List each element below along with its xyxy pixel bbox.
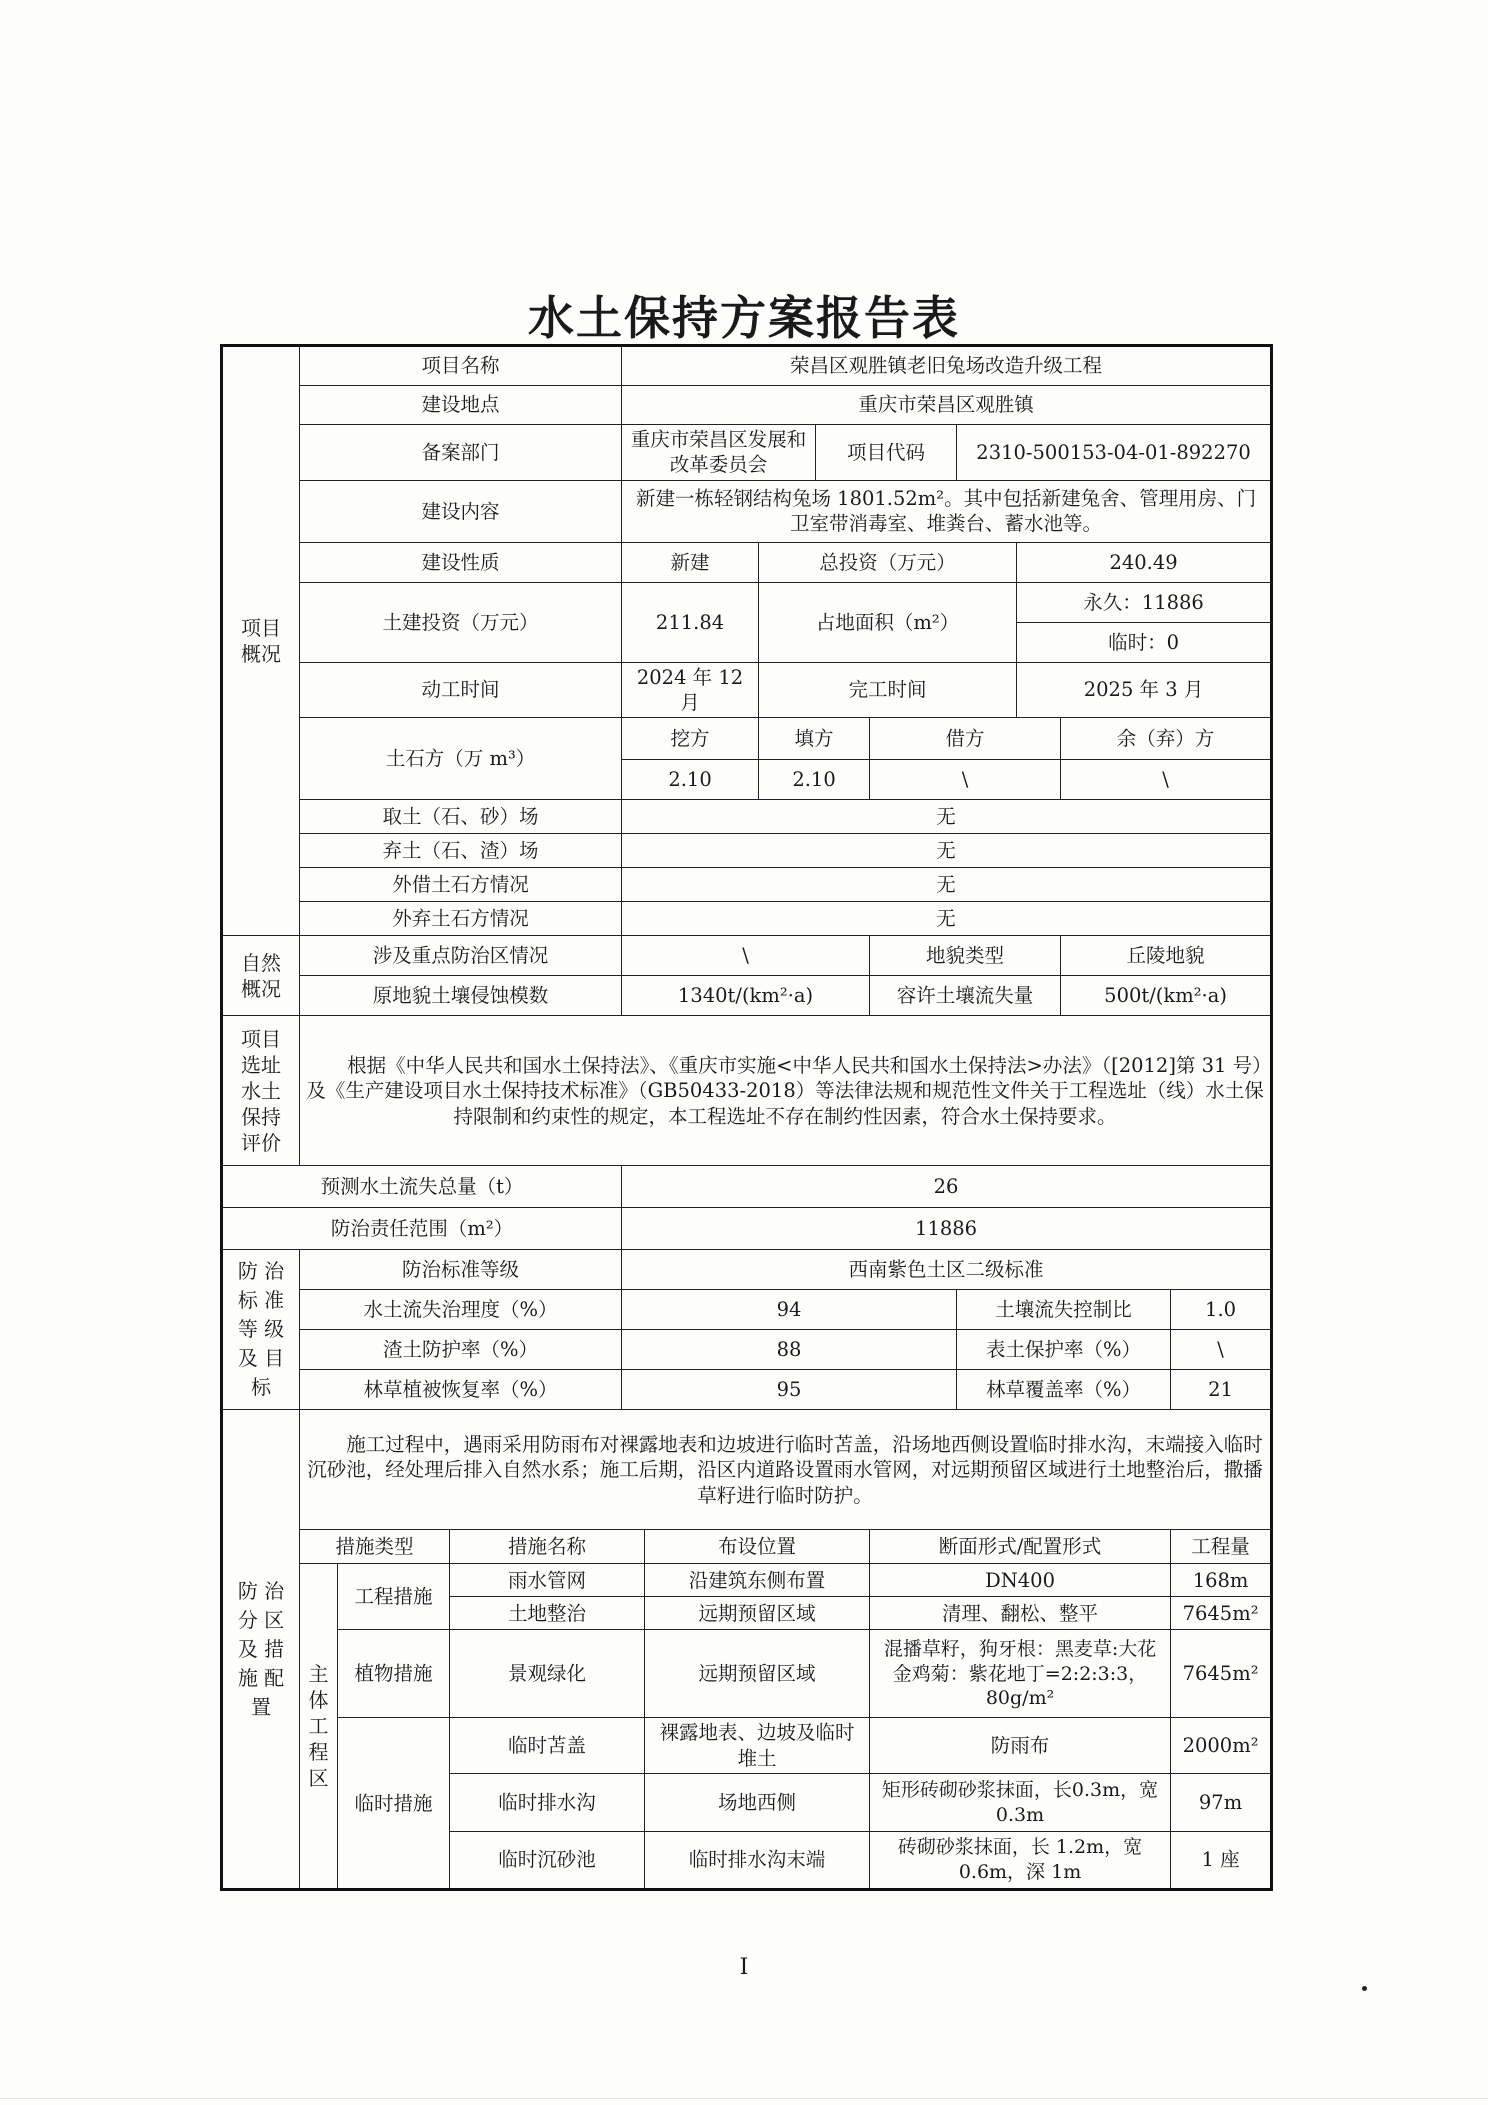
- measure-form: 混播草籽，狗牙根：黑麦草:大花金鸡菊：紫花地丁=2:2:3:3，80g/m²: [870, 1630, 1171, 1718]
- landform-value: 丘陵地貌: [1061, 936, 1272, 976]
- row-resp-scope: [222, 1208, 1272, 1250]
- standards-row: [222, 1290, 1272, 1330]
- row-project-name: [222, 346, 1272, 386]
- measure-name: 临时排水沟: [450, 1774, 645, 1832]
- standard-value: 94: [622, 1290, 957, 1330]
- measure-row: [222, 1630, 1272, 1718]
- civil-invest-label: 土建投资（万元）: [300, 582, 622, 662]
- row-filing: [222, 425, 1272, 481]
- measure-qty: 7645m²: [1171, 1597, 1272, 1630]
- row-measures-head: [222, 1530, 1272, 1564]
- start-label: 动工时间: [300, 662, 622, 718]
- row-predicted-loss: [222, 1166, 1272, 1208]
- measure-name: 临时苫盖: [450, 1718, 645, 1774]
- content-value: 新建一栋轻钢结构兔场 1801.52m²。其中包括新建兔舍、管理用房、门卫室带消毒室、堆粪台、蓄水池等。: [622, 480, 1272, 542]
- measure-name: 土地整治: [450, 1597, 645, 1630]
- measure-location: 远期预留区域: [645, 1630, 870, 1718]
- measure-qty: 2000m²: [1171, 1718, 1272, 1774]
- fill-value: 2.10: [759, 760, 870, 800]
- row-site-eval: [222, 1016, 1272, 1166]
- filing-dept-value: 重庆市荣昌区发展和改革委员会: [622, 425, 816, 481]
- cut-label: 挖方: [622, 718, 759, 760]
- area-permanent: 永久：11886: [1017, 582, 1272, 622]
- site-eval-text: 根据《中华人民共和国水土保持法》、《重庆市实施<中华人民共和国水土保持法>办法》（[2012]第 31 号）及《生产建设项目水土保持技术标准》（GB50433-2018）等法律法规和规范性文件关于工程选址（线）水土保持限制和约束性的规定，本工程选址不存在制约性因素，符合水土保持要求。: [300, 1016, 1272, 1166]
- measure-form: DN400: [870, 1564, 1171, 1597]
- standards-row: [222, 1330, 1272, 1370]
- borrow-site-value: 无: [622, 800, 1272, 834]
- location-label: 建设地点: [300, 386, 622, 425]
- spoil-value: \: [1061, 760, 1272, 800]
- landform-label: 地貌类型: [870, 936, 1061, 976]
- borrow-value: \: [870, 760, 1061, 800]
- veg-measures-label: 植物措施: [338, 1630, 450, 1718]
- standard-label: 水土流失治理度（%）: [300, 1290, 622, 1330]
- fill-label: 填方: [759, 718, 870, 760]
- total-invest-value: 240.49: [1017, 542, 1272, 582]
- area-temporary: 临时：0: [1017, 622, 1272, 662]
- measure-form: 砖砌砂浆抹面，长 1.2m，宽 0.6m，深 1m: [870, 1832, 1171, 1890]
- ext-borrow-label: 外借土石方情况: [300, 868, 622, 902]
- measure-name: 雨水管网: [450, 1564, 645, 1597]
- spoil-site-label: 弃土（石、渣）场: [300, 834, 622, 868]
- measure-form: 清理、翻松、整平: [870, 1597, 1171, 1630]
- ext-spoil-value: 无: [622, 902, 1272, 936]
- measure-qty-header: 工程量: [1171, 1530, 1272, 1564]
- section-nature-label: 自然 概况: [222, 936, 300, 1016]
- project-name-value: 荣昌区观胜镇老旧兔场改造升级工程: [622, 346, 1272, 386]
- row-erosion: [222, 976, 1272, 1016]
- standard-label: 表土保护率（%）: [957, 1330, 1171, 1370]
- predicted-loss-label: 预测水土流失总量（t）: [222, 1166, 622, 1208]
- standard-value: 88: [622, 1330, 957, 1370]
- zone-label: 主 体 工 程 区: [300, 1564, 338, 1890]
- measure-qty: 7645m²: [1171, 1630, 1272, 1718]
- grade-value: 西南紫色土区二级标准: [622, 1250, 1272, 1290]
- measures-intro-text: 施工过程中，遇雨采用防雨布对裸露地表和边坡进行临时苫盖，沿场地西侧设置临时排水沟，末端接入临时沉砂池，经处理后排入自然水系；施工后期，沿区内道路设置雨水管网，对远期预留区域进行土地整治后，撒播草籽进行临时防护。: [300, 1410, 1272, 1530]
- measure-form: 防雨布: [870, 1718, 1171, 1774]
- content-label: 建设内容: [300, 480, 622, 542]
- predicted-loss-value: 26: [622, 1166, 1272, 1208]
- measure-row: [222, 1564, 1272, 1597]
- row-borrow-site: [222, 800, 1272, 834]
- project-code-label: 项目代码: [816, 425, 957, 481]
- section-site-eval-label: 项目 选址 水土 保持 评价: [222, 1016, 300, 1166]
- borrow-site-label: 取土（石、砂）场: [300, 800, 622, 834]
- cut-value: 2.10: [622, 760, 759, 800]
- measure-location: 场地西侧: [645, 1774, 870, 1832]
- standard-label: 林草覆盖率（%）: [957, 1370, 1171, 1410]
- nature-value: 新建: [622, 542, 759, 582]
- measure-name: 临时沉砂池: [450, 1832, 645, 1890]
- standard-value: 21: [1171, 1370, 1272, 1410]
- spoil-site-value: 无: [622, 834, 1272, 868]
- scan-edge-line: [0, 2098, 1488, 2099]
- row-civil-invest: [222, 582, 1272, 622]
- total-invest-label: 总投资（万元）: [759, 542, 1017, 582]
- measure-qty: 1 座: [1171, 1832, 1272, 1890]
- section-standards-label: 防 治 标 准 等 级 及 目 标: [222, 1250, 300, 1410]
- erosion-label: 原地貌土壤侵蚀模数: [300, 976, 622, 1016]
- measure-location: 临时排水沟末端: [645, 1832, 870, 1890]
- measure-type-header: 措施类型: [300, 1530, 450, 1564]
- area-label: 占地面积（m²）: [759, 582, 1017, 662]
- standard-label: 渣土防护率（%）: [300, 1330, 622, 1370]
- key-zone-label: 涉及重点防治区情况: [300, 936, 622, 976]
- end-value: 2025 年 3 月: [1017, 662, 1272, 718]
- row-content: [222, 480, 1272, 542]
- tolerance-label: 容许土壤流失量: [870, 976, 1061, 1016]
- scan-speck: [1362, 1986, 1367, 1991]
- borrow-label: 借方: [870, 718, 1061, 760]
- row-nature: [222, 542, 1272, 582]
- measure-location: 裸露地表、边坡及临时堆土: [645, 1718, 870, 1774]
- section-measures-label: 防 治 分 区 及 措 施 配 置: [222, 1410, 300, 1890]
- measure-row: [222, 1718, 1272, 1774]
- row-dates: [222, 662, 1272, 718]
- start-value: 2024 年 12 月: [622, 662, 759, 718]
- project-code-value: 2310-500153-04-01-892270: [957, 425, 1272, 481]
- row-location: [222, 386, 1272, 425]
- row-ext-borrow: [222, 868, 1272, 902]
- row-key-zone: [222, 936, 1272, 976]
- row-measures-intro: [222, 1410, 1272, 1530]
- measure-name: 景观绿化: [450, 1630, 645, 1718]
- standard-label: 林草植被恢复率（%）: [300, 1370, 622, 1410]
- eng-measures-label: 工程措施: [338, 1564, 450, 1630]
- standard-label: 土壤流失控制比: [957, 1290, 1171, 1330]
- measure-location-header: 布设位置: [645, 1530, 870, 1564]
- measure-qty: 168m: [1171, 1564, 1272, 1597]
- row-spoil-site: [222, 834, 1272, 868]
- civil-invest-value: 211.84: [622, 582, 759, 662]
- location-value: 重庆市荣昌区观胜镇: [622, 386, 1272, 425]
- row-ext-spoil: [222, 902, 1272, 936]
- end-label: 完工时间: [759, 662, 1017, 718]
- nature-label: 建设性质: [300, 542, 622, 582]
- spoil-label: 余（弃）方: [1061, 718, 1272, 760]
- ext-spoil-label: 外弃土石方情况: [300, 902, 622, 936]
- measure-qty: 97m: [1171, 1774, 1272, 1832]
- key-zone-value: \: [622, 936, 870, 976]
- earthwork-label: 土石方（万 m³）: [300, 718, 622, 800]
- project-name-label: 项目名称: [300, 346, 622, 386]
- filing-dept-label: 备案部门: [300, 425, 622, 481]
- section-overview-label: 项目 概况: [222, 346, 300, 936]
- measure-name-header: 措施名称: [450, 1530, 645, 1564]
- standards-row: [222, 1370, 1272, 1410]
- temp-measures-label: 临时措施: [338, 1718, 450, 1890]
- tolerance-value: 500t/(km²·a): [1061, 976, 1272, 1016]
- erosion-value: 1340t/(km²·a): [622, 976, 870, 1016]
- measure-form-header: 断面形式/配置形式: [870, 1530, 1171, 1564]
- row-grade: [222, 1250, 1272, 1290]
- report-form-table: [220, 344, 1273, 1891]
- standard-value: 1.0: [1171, 1290, 1272, 1330]
- ext-borrow-value: 无: [622, 868, 1272, 902]
- measure-location: 远期预留区域: [645, 1597, 870, 1630]
- standard-value: 95: [622, 1370, 957, 1410]
- resp-scope-value: 11886: [622, 1208, 1272, 1250]
- page-number: I: [739, 1955, 749, 1980]
- measure-form: 矩形砖砌砂浆抹面，长0.3m，宽 0.3m: [870, 1774, 1171, 1832]
- grade-label: 防治标准等级: [300, 1250, 622, 1290]
- row-earthwork-head: [222, 718, 1272, 760]
- report-title: 水土保持方案报告表: [528, 291, 960, 345]
- resp-scope-label: 防治责任范围（m²）: [222, 1208, 622, 1250]
- standard-value: \: [1171, 1330, 1272, 1370]
- measure-location: 沿建筑东侧布置: [645, 1564, 870, 1597]
